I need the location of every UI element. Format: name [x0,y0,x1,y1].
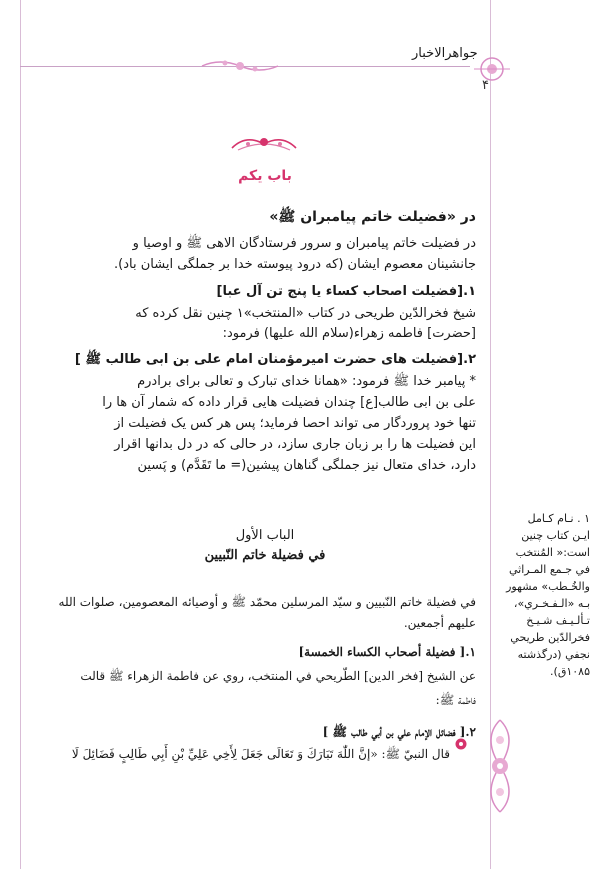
footnote-line: والخُـطب» مشهور [506,580,590,593]
running-header-title: جواهرالاخبار [412,46,478,61]
arabic-intro-line-2: عليهم أجمعين. [403,616,476,630]
arabic-section1-line-1: عن الشيخ [فخر الدين] الطّريحي في المنتخب، روي عن فاطمة الزهراء ﷺ قالت [80,669,476,683]
header-ornament-icon [200,56,280,76]
persian-section2-line-2: علی بن ابی طالب[ع] چندان فضیلت هایی قرار داده که شمار آن ها را [102,395,476,410]
footnote-line: است:« المُنتخب [515,546,590,559]
persian-section1-title: ۱.[فضیلت اصحاب کساء یا پنج تن آل عبا] [216,284,476,299]
arabic-section2-line-1: قال النبيّ ﷺ: «إنَّ اللّٰهَ تَبَارَكَ وَ تَعَالَى جَعَلَ لِأَخِي عَلِيِّ بْنِ أَبِي طَالِبٍ فَضَائِلَ لَا [71,747,450,761]
arabic-chapter-subtitle: في فضيلة خاتم النّبيين [204,548,326,563]
arabic-section1-line-2: فاطمة ﷺ: [435,693,476,707]
persian-section2-line-3: تنها خود پروردگار می تواند احصا فرماید؛ پس هر کس یک فضیلت از [114,416,476,431]
persian-intro-line-2: جانشینان معصوم ایشان (که درود پیوسته خدا بر جملگی ایشان باد). [114,257,476,272]
persian-intro-line-1: در فضیلت خاتم پیامبران و سرور فرستادگان الاهی ﷺ و اوصیا و [132,236,476,251]
arabic-section2-title: ۲.[ فضائل الإمام علي بن أبي طالب ﷺ ] [322,725,476,739]
chapter-title: باب یکم [238,168,292,184]
chapter-ornament-icon [228,130,300,156]
persian-section2-title: ۲.[فضیلت های حضرت امیرمؤمنان امام علی بن ابی طالب ﷺ ] [74,352,476,367]
persian-section1-line-2: [حضرت] فاطمه زهراء(سلام الله علیها) فرمود: [222,326,476,341]
persian-section1-line-1: شیخ فخرالدّین طریحی در کتاب «المنتخب»۱ چنین نقل کرده که [135,306,476,321]
footnote-line: في جـمع المـراثي [508,563,590,576]
footnote-line: نجفي (درگذشته [517,648,590,661]
arabic-intro-line-1: في فضيلة خاتم النّبيين و سيّد المرسلين محمّد ﷺ و أوصيائه المعصومين، صلوات الله [58,595,476,609]
footnote-line: بـه «الـفـخـري»، [513,597,590,610]
footnote-line: تـألـیـف شـیـخ [526,614,590,627]
corner-ornament-icon [472,55,512,83]
side-ornament-icon [478,718,522,814]
footnote [496,510,590,680]
footnote-line: ایـن کتاب چنین [521,529,590,542]
arabic-chapter-title: الباب الأول [235,528,295,543]
flower-bullet-icon [455,738,467,750]
arabic-section1-title: ۱.[ فضيلة أصحاب الكساء الخمسة] [298,645,476,659]
page-number: ۴ [482,78,489,93]
persian-heading: در «فضیلت خاتم پیامبران ﷺ» [269,209,476,225]
left-margin-rule [20,0,21,869]
footnote-line: ۱ . نـام کـامل [527,512,590,525]
persian-section2-line-4: این فضیلت ها را بر زبان جاری سازد، در حالی که در دل بدانها اقرار [114,437,476,452]
footnote-line: فخرالدّین طریحي [510,631,590,644]
footnote-line: ۱۰۸۵ق). [550,665,590,678]
persian-section2-line-1: * پیامبر خدا ﷺ فرمود: «همانا خدای تبارک و تعالی برای برادرم [137,374,476,389]
persian-section2-line-5: دارد، خدای متعال نیز جملگی گناهان پیشین(= ما تَقَدَّم) و پَسین [137,458,476,473]
